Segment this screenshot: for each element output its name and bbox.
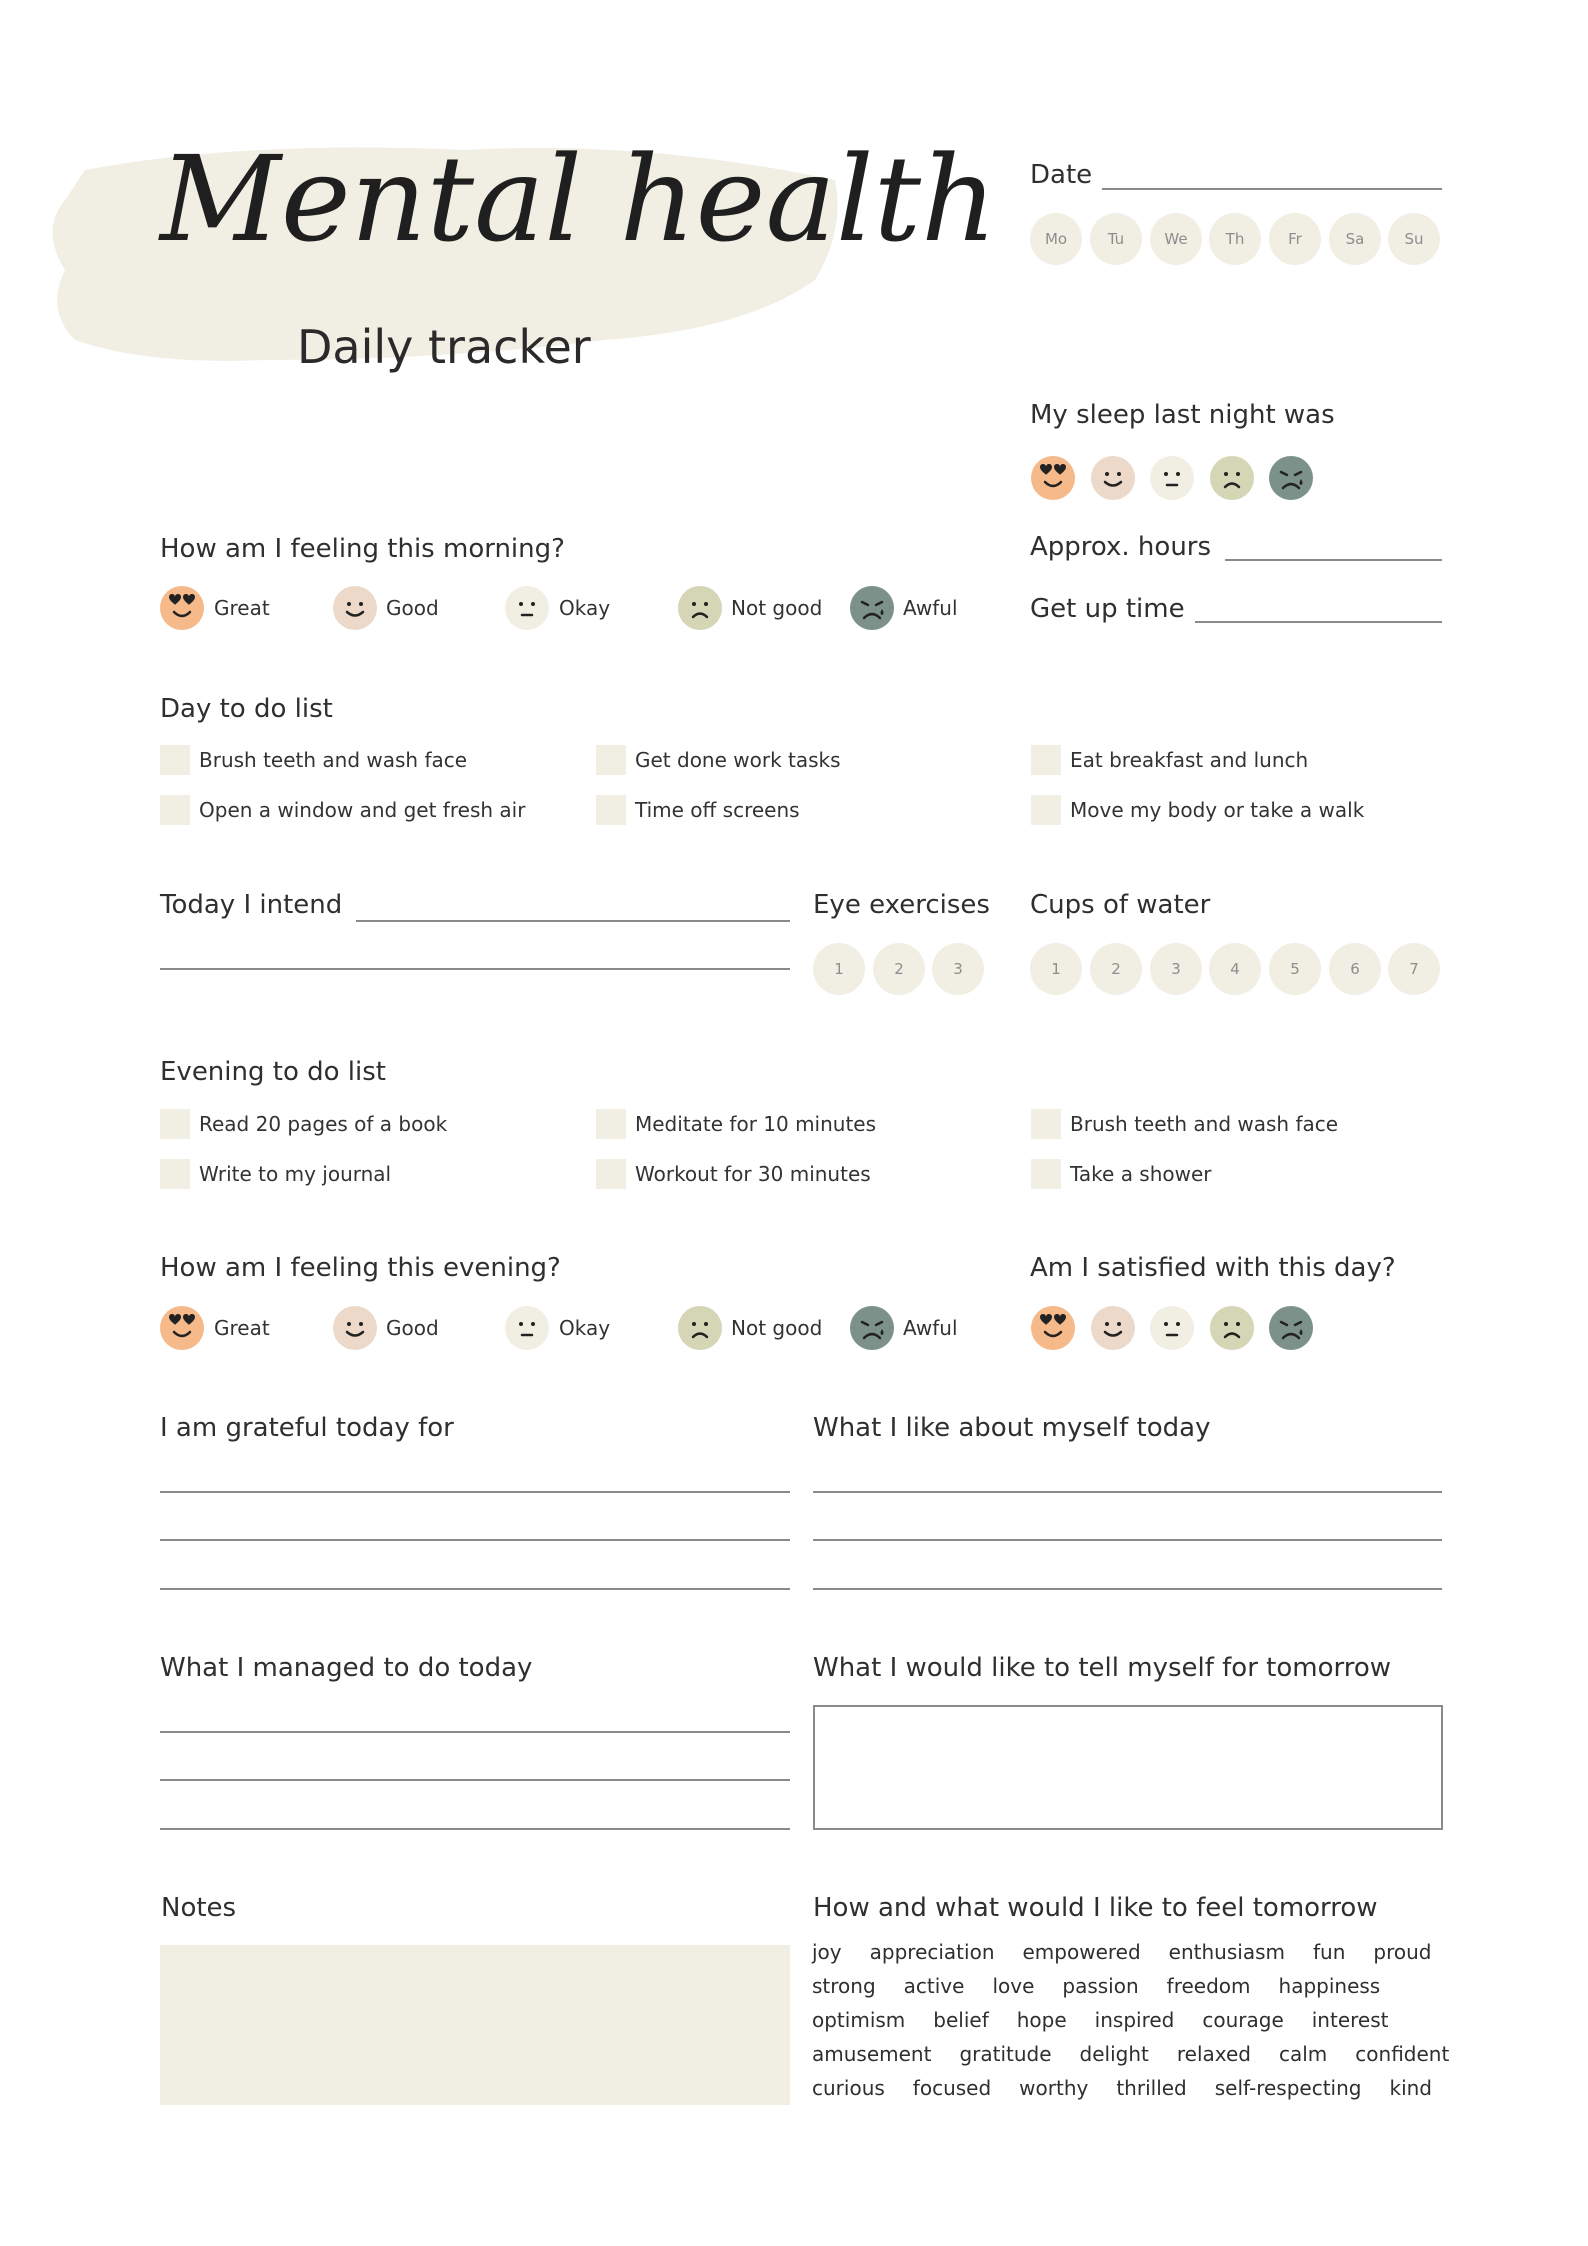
water-cup-5[interactable]: 5 [1269, 943, 1321, 995]
date-input-line[interactable] [1102, 188, 1442, 190]
morning-mood-good: Good [386, 596, 439, 620]
page-title-script: Mental health [160, 130, 998, 268]
satisfied-sad-tear-face-icon[interactable] [1268, 1305, 1314, 1351]
weekday-sa[interactable]: Sa [1329, 213, 1381, 265]
feel-word[interactable]: kind [1389, 2076, 1432, 2100]
satisfied-frown-face-icon[interactable] [1209, 1305, 1255, 1351]
morning-frown-face-icon[interactable] [677, 585, 723, 631]
evening-todo-checkbox-4[interactable] [160, 1159, 190, 1189]
like-myself-title: What I like about myself today [813, 1413, 1211, 1443]
day-todo-checkbox-2[interactable] [596, 745, 626, 775]
eye-exercises-title: Eye exercises [813, 890, 990, 920]
evening-todo-checkbox-6[interactable] [1031, 1159, 1061, 1189]
morning-smile-face-icon[interactable] [332, 585, 378, 631]
evening-todo-item-3: Brush teeth and wash face [1070, 1112, 1339, 1136]
day-todo-item-6: Move my body or take a walk [1070, 798, 1365, 822]
intend-line-1[interactable] [356, 920, 790, 922]
evening-todo-checkbox-3[interactable] [1031, 1109, 1061, 1139]
feel-word[interactable]: proud [1373, 1940, 1432, 1964]
day-todo-checkbox-6[interactable] [1031, 795, 1061, 825]
feel-tomorrow-word-list [812, 1935, 1452, 2105]
evening-todo-checkbox-5[interactable] [596, 1159, 626, 1189]
feel-word[interactable]: interest [1311, 2008, 1389, 2032]
feel-word[interactable]: self-respecting [1214, 2076, 1362, 2100]
feel-word[interactable]: fun [1312, 1940, 1346, 1964]
feel-word[interactable]: optimism [812, 2008, 906, 2032]
morning-sad-tear-face-icon[interactable] [849, 585, 895, 631]
feel-word[interactable]: inspired [1094, 2008, 1175, 2032]
feel-word[interactable]: relaxed [1176, 2042, 1251, 2066]
grateful-line-2[interactable] [160, 1539, 790, 1541]
water-cup-2[interactable]: 2 [1090, 943, 1142, 995]
weekday-fr[interactable]: Fr [1269, 213, 1321, 265]
feel-word[interactable]: thrilled [1116, 2076, 1187, 2100]
evening-todo-item-6: Take a shower [1070, 1162, 1212, 1186]
feel-word-row-5 [812, 2071, 1452, 2105]
intend-line-2[interactable] [160, 968, 790, 970]
feel-word[interactable]: confident [1355, 2042, 1450, 2066]
morning-heart-eyes-face-icon[interactable] [159, 585, 205, 631]
feel-word[interactable]: belief [933, 2008, 989, 2032]
feel-word[interactable]: amusement [812, 2042, 932, 2066]
eye-exercise-1[interactable]: 1 [813, 943, 865, 995]
evening-sad-tear-face-icon[interactable] [849, 1305, 895, 1351]
morning-mood-okay: Okay [559, 596, 611, 620]
feel-word-row-2 [812, 1969, 1452, 2003]
managed-line-3[interactable] [160, 1828, 790, 1830]
feel-word[interactable]: delight [1079, 2042, 1149, 2066]
morning-neutral-face-icon[interactable] [504, 585, 550, 631]
tell-myself-textbox[interactable] [813, 1705, 1443, 1830]
managed-line-2[interactable] [160, 1779, 790, 1781]
intend-label: Today I intend [160, 890, 343, 920]
approx-hours-label: Approx. hours [1030, 532, 1212, 562]
feel-word[interactable]: love [992, 1974, 1035, 1998]
water-cup-7[interactable]: 7 [1388, 943, 1440, 995]
satisfied-neutral-face-icon[interactable] [1149, 1305, 1195, 1351]
page-subtitle: Daily tracker [297, 320, 591, 374]
evening-smile-face-icon[interactable] [332, 1305, 378, 1351]
day-todo-checkbox-3[interactable] [1031, 745, 1061, 775]
feel-word[interactable]: courage [1202, 2008, 1284, 2032]
feel-word[interactable]: calm [1279, 2042, 1328, 2066]
feel-tomorrow-title: How and what would I like to feel tomorrow [813, 1893, 1378, 1923]
water-cup-6[interactable]: 6 [1329, 943, 1381, 995]
evening-mood-good: Good [386, 1316, 439, 1340]
feel-word[interactable]: enthusiasm [1168, 1940, 1285, 1964]
weekday-tu[interactable]: Tu [1090, 213, 1142, 265]
weekday-we[interactable]: We [1150, 213, 1202, 265]
morning-mood-great: Great [214, 596, 270, 620]
sleep-heart-eyes-face-icon[interactable] [1030, 455, 1076, 501]
grateful-title: I am grateful today for [160, 1413, 454, 1443]
morning-mood-notgood: Not good [731, 596, 823, 620]
water-cup-3[interactable]: 3 [1150, 943, 1202, 995]
evening-mood-okay: Okay [559, 1316, 611, 1340]
evening-mood-notgood: Not good [731, 1316, 823, 1340]
day-todo-item-5: Time off screens [635, 798, 800, 822]
feel-word[interactable]: passion [1062, 1974, 1139, 1998]
grateful-line-1[interactable] [160, 1491, 790, 1493]
feel-word-row-4 [812, 2037, 1452, 2071]
evening-todo-item-4: Write to my journal [199, 1162, 392, 1186]
satisfied-smile-face-icon[interactable] [1090, 1305, 1136, 1351]
water-cup-4[interactable]: 4 [1209, 943, 1261, 995]
evening-mood-title: How am I feeling this evening? [160, 1253, 561, 1283]
eye-exercise-3[interactable]: 3 [932, 943, 984, 995]
feel-word[interactable]: happiness [1278, 1974, 1381, 1998]
water-title: Cups of water [1030, 890, 1211, 920]
sleep-title: My sleep last night was [1030, 400, 1335, 430]
feel-word[interactable]: joy [812, 1940, 842, 1964]
day-todo-item-1: Brush teeth and wash face [199, 748, 468, 772]
sleep-neutral-face-icon[interactable] [1149, 455, 1195, 501]
feel-word[interactable]: appreciation [869, 1940, 995, 1964]
day-todo-title: Day to do list [160, 694, 333, 724]
feel-word[interactable]: freedom [1166, 1974, 1251, 1998]
notes-area[interactable] [160, 1945, 790, 2105]
water-cup-1[interactable]: 1 [1030, 943, 1082, 995]
evening-heart-eyes-face-icon[interactable] [159, 1305, 205, 1351]
feel-word[interactable]: strong [812, 1974, 876, 1998]
evening-neutral-face-icon[interactable] [504, 1305, 550, 1351]
feel-word[interactable]: empowered [1022, 1940, 1141, 1964]
managed-title: What I managed to do today [160, 1653, 533, 1683]
day-todo-checkbox-4[interactable] [160, 795, 190, 825]
feel-word-row-3 [812, 2003, 1452, 2037]
feel-word[interactable]: worthy [1019, 2076, 1089, 2100]
date-label: Date [1030, 160, 1093, 190]
feel-word[interactable]: curious [812, 2076, 885, 2100]
grateful-line-3[interactable] [160, 1588, 790, 1590]
managed-line-1[interactable] [160, 1731, 790, 1733]
evening-todo-checkbox-2[interactable] [596, 1109, 626, 1139]
tell-myself-title: What I would like to tell myself for tomorrow [813, 1653, 1392, 1683]
feel-word[interactable]: gratitude [959, 2042, 1052, 2066]
sleep-smile-face-icon[interactable] [1090, 455, 1136, 501]
eye-exercise-2[interactable]: 2 [873, 943, 925, 995]
evening-frown-face-icon[interactable] [677, 1305, 723, 1351]
day-todo-item-3: Eat breakfast and lunch [1070, 748, 1309, 772]
feel-word[interactable]: active [903, 1974, 965, 1998]
feel-word[interactable]: focused [912, 2076, 992, 2100]
weekday-su[interactable]: Su [1388, 213, 1440, 265]
evening-todo-title: Evening to do list [160, 1057, 386, 1087]
morning-mood-title: How am I feeling this morning? [160, 534, 565, 564]
evening-todo-item-2: Meditate for 10 minutes [635, 1112, 877, 1136]
morning-mood-awful: Awful [903, 596, 958, 620]
satisfied-title: Am I satisfied with this day? [1030, 1253, 1396, 1283]
evening-todo-item-5: Workout for 30 minutes [635, 1162, 871, 1186]
day-todo-checkbox-1[interactable] [160, 745, 190, 775]
evening-todo-checkbox-1[interactable] [160, 1109, 190, 1139]
day-todo-item-4: Open a window and get fresh air [199, 798, 526, 822]
notes-title: Notes [161, 1893, 237, 1923]
weekday-mo[interactable]: Mo [1030, 213, 1082, 265]
like-myself-line-1[interactable] [813, 1491, 1442, 1493]
satisfied-heart-eyes-face-icon[interactable] [1030, 1305, 1076, 1351]
feel-word-row-1 [812, 1935, 1452, 1969]
getup-time-label: Get up time [1030, 594, 1185, 624]
evening-mood-great: Great [214, 1316, 270, 1340]
getup-time-line[interactable] [1195, 621, 1442, 623]
weekday-th[interactable]: Th [1209, 213, 1261, 265]
day-todo-item-2: Get done work tasks [635, 748, 841, 772]
evening-todo-item-1: Read 20 pages of a book [199, 1112, 448, 1136]
like-myself-line-3[interactable] [813, 1588, 1442, 1590]
sleep-sad-tear-face-icon[interactable] [1268, 455, 1314, 501]
evening-mood-awful: Awful [903, 1316, 958, 1340]
like-myself-line-2[interactable] [813, 1539, 1442, 1541]
approx-hours-line[interactable] [1225, 559, 1442, 561]
sleep-frown-face-icon[interactable] [1209, 455, 1255, 501]
feel-word[interactable]: hope [1016, 2008, 1067, 2032]
day-todo-checkbox-5[interactable] [596, 795, 626, 825]
